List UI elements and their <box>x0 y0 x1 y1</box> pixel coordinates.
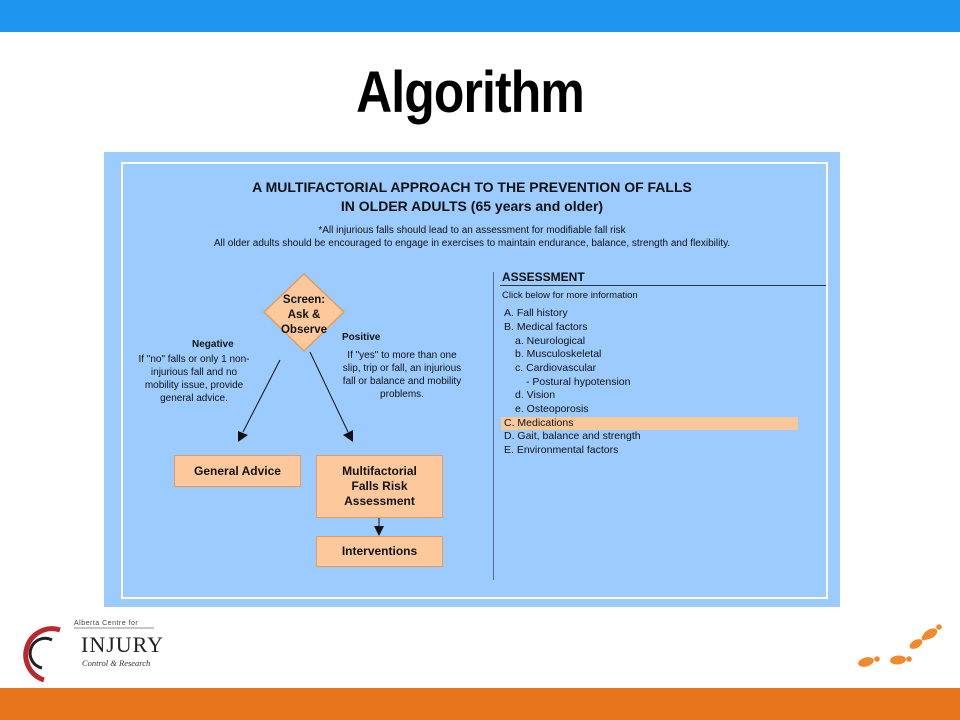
mfra-line-3: Assessment <box>344 494 415 508</box>
logo-injury-text: INJURY <box>81 632 165 657</box>
assessment-hint: Click below for more information <box>502 290 638 301</box>
assessment-item-neurological[interactable]: a. Neurological <box>515 335 586 347</box>
assessment-item-medical-factors[interactable]: B. Medical factors <box>504 321 588 333</box>
footprint-shapes <box>857 624 942 668</box>
mfra-line-2: Falls Risk <box>351 479 408 493</box>
assessment-item-postural-hypotension[interactable]: - Postural hypotension <box>526 376 631 388</box>
negative-text-line: If "no" falls or only 1 non- <box>138 354 250 365</box>
negative-text-line: injurious fall and no <box>150 367 238 378</box>
mfra-line-1: Multifactorial <box>342 464 417 478</box>
assessment-item-osteoporosis[interactable]: e. Osteoporosis <box>515 403 589 415</box>
slide-title: Algorithm <box>356 60 584 125</box>
panel-note-line-1: *All injurious falls should lead to an assessment for modifiable fall risk <box>318 225 626 236</box>
bottom-accent-bar <box>0 688 960 720</box>
logo-small-text: Alberta Centre for <box>74 620 139 627</box>
positive-text-line: fall or balance and mobility <box>342 376 462 387</box>
positive-label: Positive <box>342 332 381 343</box>
positive-text-line: slip, trip or fall, an injurious <box>342 363 462 374</box>
multifactorial-assessment-box[interactable] <box>316 455 443 518</box>
assessment-divider <box>493 272 494 580</box>
panel-note-line-2: All older adults should be encouraged to engage in exercises to maintain endurance, balance, strength and flexibility. <box>213 238 731 249</box>
assessment-item-environmental[interactable]: E. Environmental factors <box>504 444 619 456</box>
screen-line-2: Ask & <box>287 309 321 321</box>
panel-title-line-2: IN OLDER ADULTS (65 years and older) <box>340 198 604 214</box>
screen-line-1: Screen: <box>282 294 326 306</box>
assessment-rule <box>500 285 826 286</box>
assessment-item-medications[interactable]: C. Medications <box>501 417 798 430</box>
screen-line-3: Observe <box>280 324 328 336</box>
top-accent-bar <box>0 0 960 32</box>
negative-text-line: mobility issue, provide <box>144 380 244 391</box>
assessment-item-cardiovascular[interactable]: c. Cardiovascular <box>515 362 597 374</box>
general-advice-box[interactable]: General Advice <box>174 455 301 487</box>
assessment-item-gait-balance[interactable]: D. Gait, balance and strength <box>504 430 641 442</box>
screen-diamond-label[interactable] <box>264 293 344 338</box>
negative-label: Negative <box>192 339 234 350</box>
interventions-box[interactable]: Interventions <box>316 536 443 567</box>
assessment-item-vision[interactable]: d. Vision <box>515 389 556 401</box>
assessment-item-musculoskeletal[interactable]: b. Musculoskeletal <box>515 348 602 360</box>
negative-text-line: general advice. <box>160 393 228 404</box>
logo-sub-text: Control & Research <box>82 658 151 668</box>
panel-title-line-1: A MULTIFACTORIAL APPROACH TO THE PREVENTION OF FALLS <box>252 179 692 195</box>
positive-text-line: problems. <box>380 389 424 400</box>
assessment-heading: ASSESSMENT <box>502 270 585 284</box>
footprints-icon <box>846 622 946 674</box>
algorithm-panel <box>104 152 840 607</box>
assessment-item-fall-history[interactable]: A. Fall history <box>504 307 568 319</box>
positive-text-line: If "yes" to more than one <box>347 350 457 361</box>
positive-text <box>339 349 465 401</box>
negative-text <box>132 353 256 405</box>
